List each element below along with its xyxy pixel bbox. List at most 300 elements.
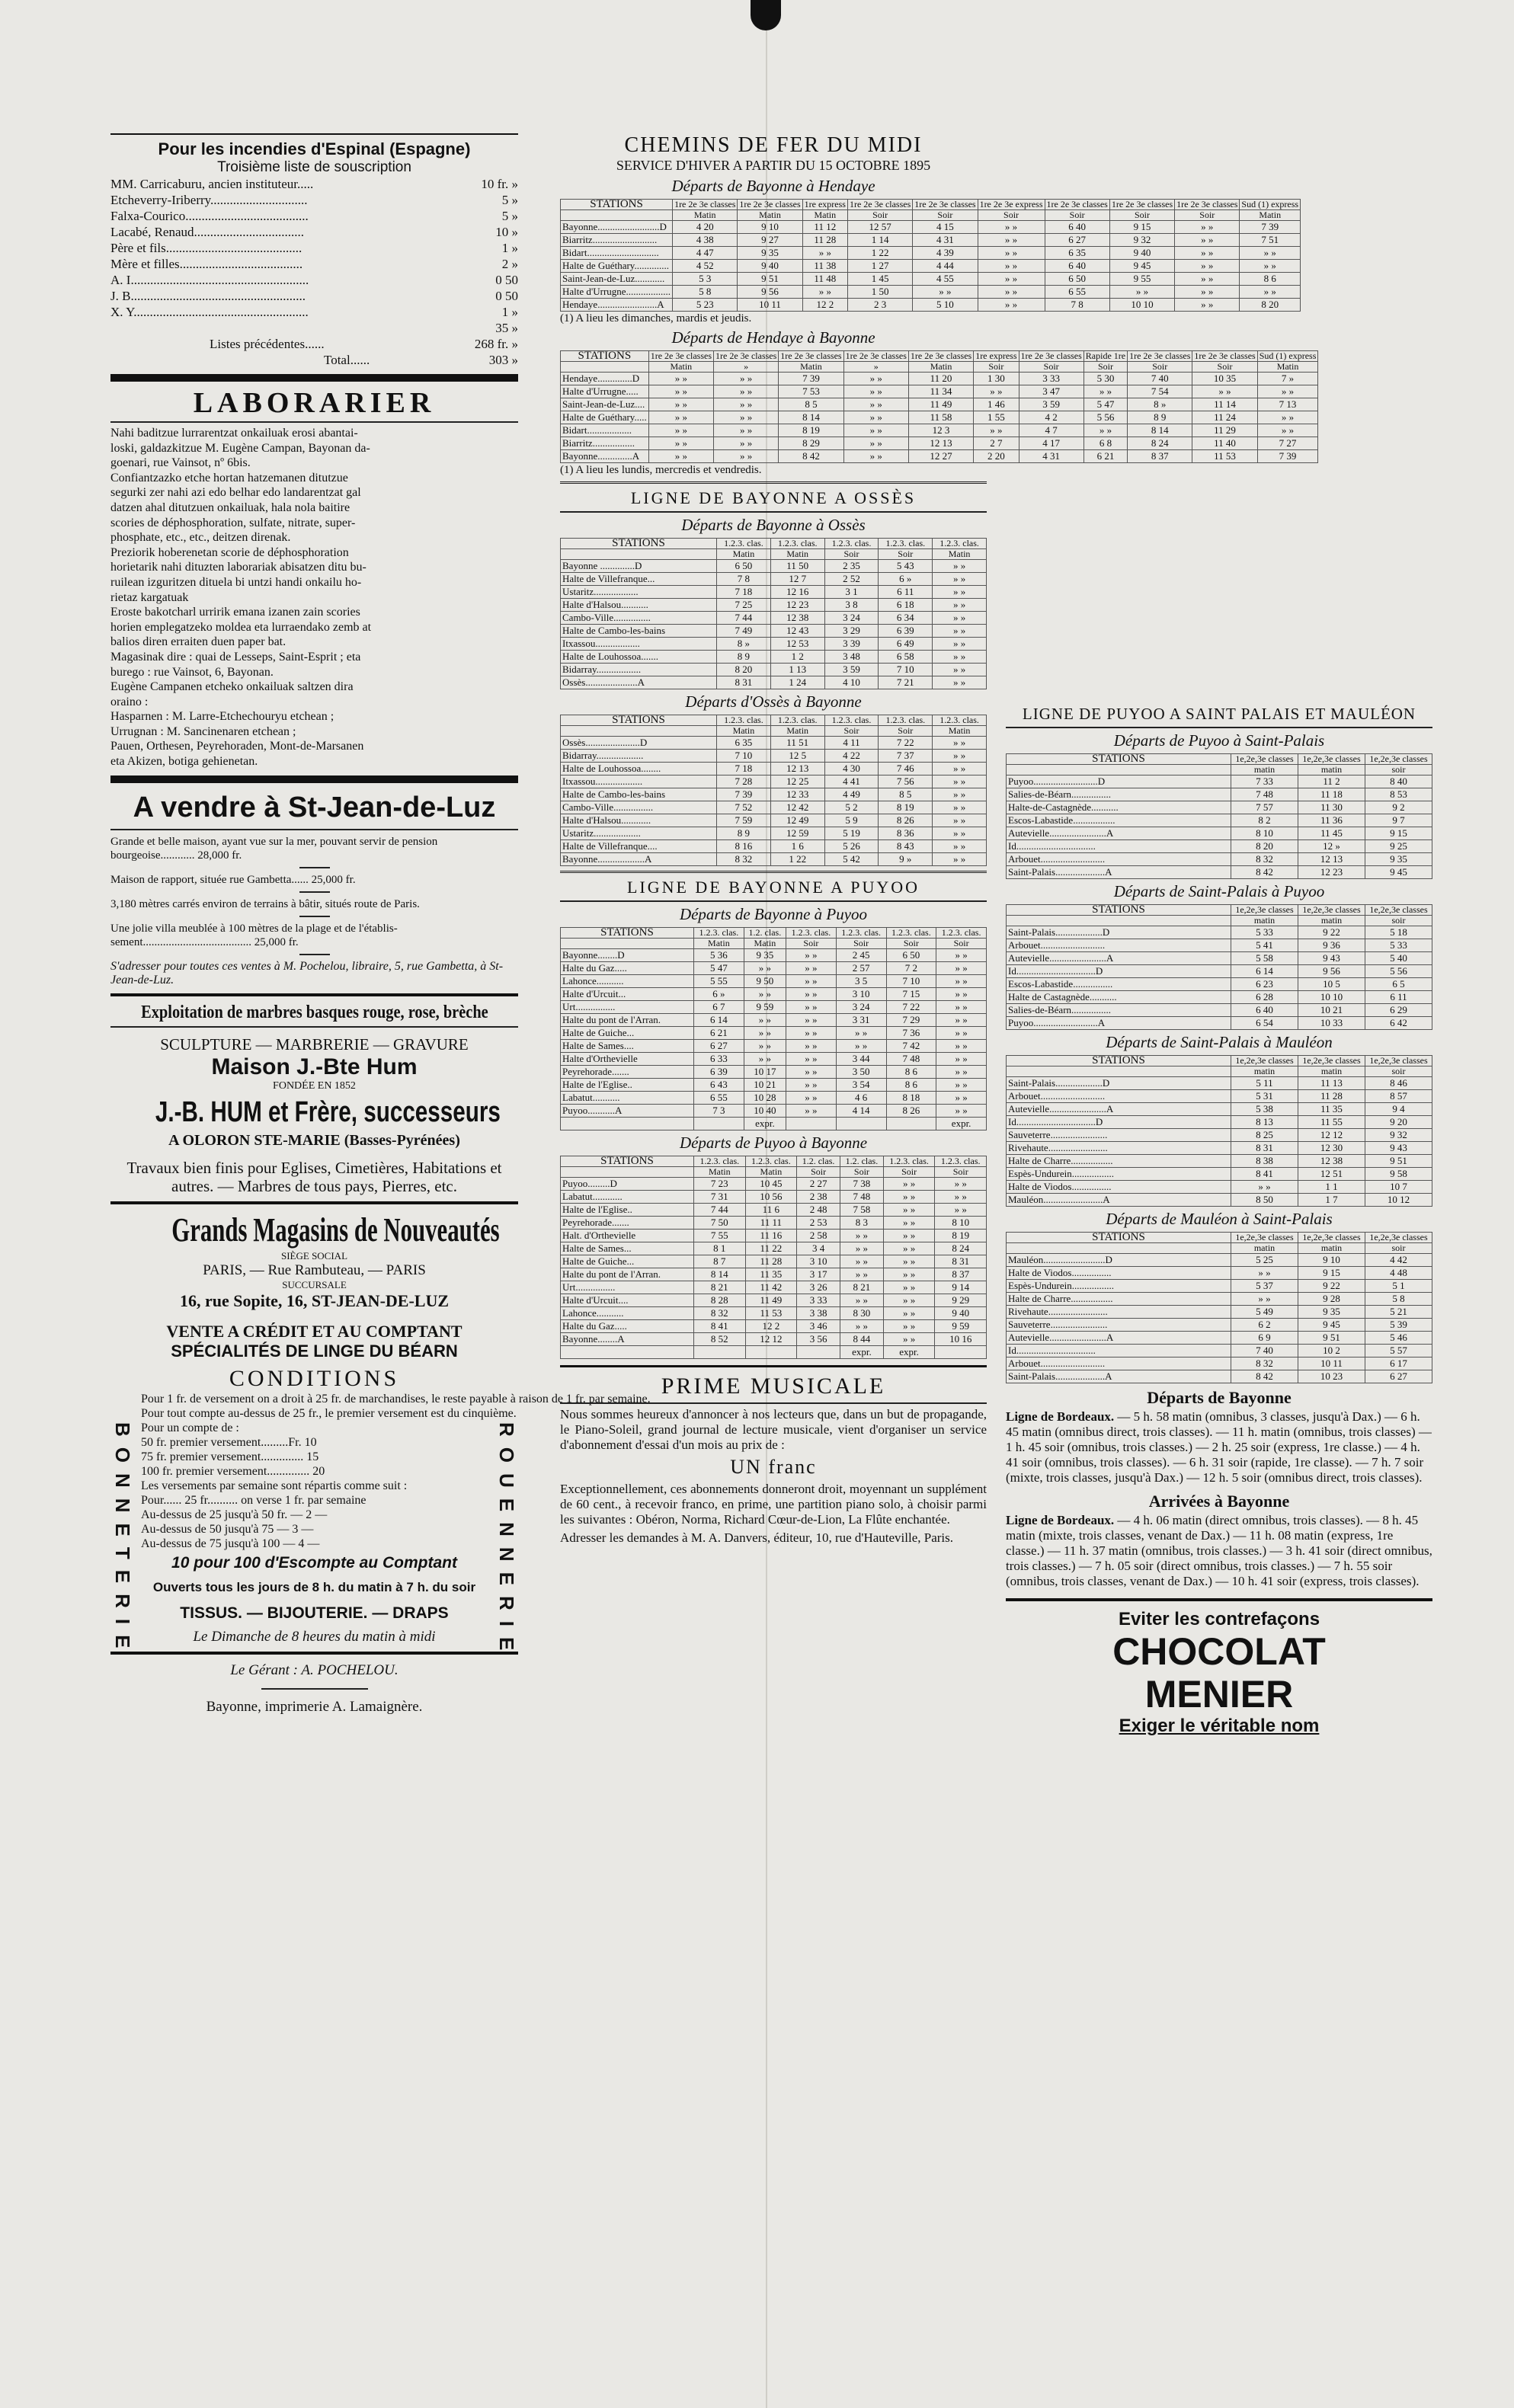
time-cell: 8 50 (1231, 1194, 1298, 1207)
station-name: Hendaye........................A (561, 299, 673, 312)
time-cell: » » (1240, 247, 1301, 260)
timetable-row (561, 975, 987, 988)
time-cell: » » (648, 424, 713, 437)
time-cell: 4 48 (1365, 1267, 1432, 1280)
time-cell: 12 33 (770, 788, 824, 801)
time-cell: » » (933, 737, 987, 750)
time-cell: » » (744, 1040, 786, 1053)
rule (110, 1026, 518, 1028)
timetable-title: Départs d'Ossès à Bayonne (685, 692, 862, 711)
time-cell: 10 23 (1298, 1370, 1365, 1383)
foot-cell (886, 1118, 936, 1130)
time-cell: 11 40 (1192, 437, 1257, 450)
time-cell: 10 21 (1298, 1004, 1365, 1017)
column-header: 1.2.3. clas. (770, 539, 824, 549)
time-cell: 8 32 (717, 853, 771, 866)
time-cell: 10 35 (1192, 373, 1257, 385)
time-cell: 9 40 (1109, 247, 1174, 260)
timetable (560, 350, 1318, 463)
subscription-amount: 2 » (501, 257, 518, 271)
column-header: 1.2.3. clas. (936, 928, 987, 939)
timetable-row (561, 437, 1318, 450)
foot-cell (694, 1118, 744, 1130)
time-cell: » » (648, 411, 713, 424)
subscription-row (110, 272, 518, 288)
prime-price: UN franc (730, 1456, 817, 1478)
time-cell: » » (936, 949, 987, 962)
time-cell: » » (840, 1294, 883, 1307)
rule (1006, 1598, 1432, 1601)
time-cell: 9 32 (1109, 234, 1174, 247)
time-cell: 6 33 (694, 1053, 744, 1066)
previous-lists-row (110, 336, 518, 352)
time-cell: 7 59 (717, 814, 771, 827)
time-cell: 3 33 (1019, 373, 1083, 385)
time-cell: 6 35 (1045, 247, 1109, 260)
time-cell: 9 43 (1298, 952, 1365, 965)
time-cell: 12 16 (770, 586, 824, 599)
time-cell: » » (786, 1105, 837, 1118)
station-name: Id................................D (1007, 965, 1231, 978)
time-cell: 9 15 (1109, 221, 1174, 234)
timetable-period-row (1007, 1066, 1432, 1077)
laborarier-line: datzen ahal ditutzuen onkailuak, hala nola baitire (110, 500, 350, 514)
station-name: Halte de Viodos................ (1007, 1267, 1231, 1280)
time-cell: 9 25 (1365, 840, 1432, 853)
station-name: Biarritz.......................... (561, 234, 673, 247)
time-cell: » » (714, 450, 779, 463)
time-cell: 5 11 (1231, 1077, 1298, 1090)
time-cell: 2 53 (797, 1217, 840, 1230)
time-cell: 8 42 (1231, 866, 1298, 879)
station-name: Saint-Jean-de-Luz............ (561, 273, 673, 286)
time-cell: 9 45 (1109, 260, 1174, 273)
time-cell: 8 38 (1231, 1155, 1298, 1168)
time-cell: 11 11 (745, 1217, 797, 1230)
station-name: Bidarray.................. (561, 664, 717, 676)
time-cell: 6 18 (879, 599, 933, 612)
rule (299, 916, 330, 917)
osses-line-title: LIGNE DE BAYONNE A OSSÈS (630, 488, 917, 507)
time-cell: 4 41 (824, 775, 879, 788)
timetable-row (1007, 1168, 1432, 1181)
time-cell: » » (933, 763, 987, 775)
timetable-title: Départs de Bayonne à Ossès (681, 516, 866, 534)
laborarier-line: burego : rue Vainsot, 6, Bayonan. (110, 665, 274, 679)
time-cell: » » (883, 1204, 935, 1217)
timetable-row (1007, 1293, 1432, 1306)
time-cell: » » (978, 299, 1045, 312)
station-name: Bayonne........D (561, 949, 694, 962)
time-cell: » » (978, 221, 1045, 234)
timetable-foot-row (561, 1118, 987, 1130)
condition-line: Au-dessus de 50 jusqu'à 75 — 3 — (141, 1522, 314, 1536)
station-name: Halte du pont de l'Arran. (561, 1268, 694, 1281)
time-cell: » » (843, 437, 908, 450)
time-cell: 3 17 (797, 1268, 840, 1281)
timetable-row (1007, 1306, 1432, 1319)
time-cell: 7 10 (886, 975, 936, 988)
time-cell: 3 10 (836, 988, 886, 1001)
time-cell: 4 39 (913, 247, 978, 260)
rule (560, 481, 987, 484)
time-cell: » » (933, 573, 987, 586)
station-name: Arbouet.......................... (1007, 853, 1231, 866)
magasins-succ: SUCCURSALE (282, 1278, 347, 1290)
rule (110, 775, 518, 783)
time-cell: » » (648, 437, 713, 450)
station-name: Espès-Undurein................. (1007, 1280, 1231, 1293)
time-cell: 7 57 (1231, 801, 1298, 814)
period-cell: Matin (770, 549, 824, 560)
time-cell: 6 34 (879, 612, 933, 625)
timetable-row (1007, 866, 1432, 879)
hours: Ouverts tous les jours de 8 h. du matin à 7 h. du soir (152, 1579, 476, 1594)
subscription-name: Père et fils.......................................... (110, 241, 302, 255)
time-cell: 8 6 (1240, 273, 1301, 286)
time-cell: 7 28 (717, 775, 771, 788)
time-cell: 12 13 (908, 437, 973, 450)
timetable-row (1007, 1357, 1432, 1370)
laborarier-line: ruilean izguritzen dituela bi untzi handi onkailu ho- (110, 575, 362, 589)
period-cell (561, 362, 649, 373)
time-cell: » » (744, 988, 786, 1001)
laborarier-line: rietaz kargatuak (110, 590, 189, 604)
time-cell: 9 59 (935, 1320, 987, 1333)
time-cell: 3 47 (1019, 385, 1083, 398)
time-cell: 10 10 (1109, 299, 1174, 312)
time-cell: 11 28 (745, 1255, 797, 1268)
period-cell: Soir (936, 939, 987, 949)
time-cell: 8 53 (1365, 788, 1432, 801)
time-cell: 7 51 (1240, 234, 1301, 247)
time-cell: 8 52 (694, 1333, 746, 1346)
period-cell: soir (1365, 765, 1432, 775)
arrivees-line: Ligne de Bordeaux. (1006, 1513, 1115, 1527)
period-cell: Soir (847, 210, 912, 221)
time-cell: » » (936, 1053, 987, 1066)
period-cell: soir (1365, 1066, 1432, 1077)
time-cell: » » (935, 1204, 987, 1217)
time-cell: 3 24 (836, 1001, 886, 1014)
prime-text: Nous sommes heureux d'annoncer à nos lecteurs que, dans un but de propagande, le Piano-Soleil, grand journal de lecture musicale, vient d'organiser un service d'abonnement d'essai d'un mois au prix de : (560, 1407, 987, 1452)
time-cell: 7 39 (717, 788, 771, 801)
period-cell (561, 939, 694, 949)
period-cell: Soir (797, 1167, 840, 1178)
time-cell: 6 » (879, 573, 933, 586)
period-cell: matin (1298, 916, 1365, 926)
time-cell: 5 42 (824, 853, 879, 866)
time-cell: 1 45 (847, 273, 912, 286)
time-cell: 7 50 (694, 1217, 746, 1230)
arrivees-title: Arrivées à Bayonne (1148, 1492, 1290, 1511)
condition-line: 100 fr. premier versement.............. 20 (141, 1464, 325, 1478)
time-cell: 6 14 (694, 1014, 744, 1027)
timetable-row (561, 286, 1301, 299)
column-header: 1re 2e 3e classes (779, 351, 843, 362)
time-cell: » » (933, 638, 987, 651)
timetable-row (561, 398, 1318, 411)
time-cell: 7 3 (694, 1105, 744, 1118)
time-cell: » » (786, 988, 837, 1001)
time-cell: 8 » (717, 638, 771, 651)
time-cell: 12 38 (770, 612, 824, 625)
laborarier-line: Magasinak dire : quai de Lesseps, Saint-Esprit ; eta (110, 650, 361, 664)
time-cell: 7 40 (1128, 373, 1192, 385)
time-cell: 9 22 (1298, 926, 1365, 939)
time-cell: » » (843, 450, 908, 463)
time-cell: » » (936, 1079, 987, 1092)
condition-line: Pour 1 fr. de versement on a droit à 25 fr. de marchandises, le reste payable à raison de 1 fr. par semaine. (141, 1392, 651, 1405)
foot-cell (694, 1346, 746, 1359)
time-cell: 12 3 (908, 424, 973, 437)
column-header: 1.2.3. clas. (879, 539, 933, 549)
timetable-row (561, 234, 1301, 247)
time-cell: 11 45 (1298, 827, 1365, 840)
laborarier-line: goenari, rue Vainsot, nº 6bis. (110, 456, 251, 470)
condition-line: 75 fr. premier versement.............. 15 (141, 1450, 319, 1463)
time-cell: 12 49 (770, 814, 824, 827)
time-cell: » » (936, 1014, 987, 1027)
subscription-list (110, 176, 518, 320)
time-cell: 7 38 (840, 1178, 883, 1191)
station-name: Cambo-Ville............... (561, 612, 717, 625)
time-cell: 4 6 (836, 1092, 886, 1105)
column-header: 1re 2e 3e classes (1192, 351, 1257, 362)
station-name: Halte d'Halsou........... (561, 599, 717, 612)
column-header: 1.2.3. clas. (717, 539, 771, 549)
timetable-row (1007, 1319, 1432, 1332)
avendre-item: Grande et belle maison, ayant vue sur la mer, pouvant servir de pension bourgeoise............ 28,000 fr. (110, 835, 438, 862)
magasins-title: Grands Magasins de Nouveautés (171, 1210, 500, 1249)
time-cell: » » (936, 1001, 987, 1014)
time-cell: 10 33 (1298, 1017, 1365, 1030)
subscription-name: X. Y...................................................... (110, 305, 309, 319)
timetable-row (561, 221, 1301, 234)
timetable-row (561, 260, 1301, 273)
time-cell: » » (840, 1242, 883, 1255)
timetable-row (561, 411, 1318, 424)
timetable-header-row (1007, 1056, 1432, 1066)
period-cell: Matin (745, 1167, 797, 1178)
rule (560, 900, 987, 902)
time-cell: 4 30 (824, 763, 879, 775)
time-cell: 5 1 (1365, 1280, 1432, 1293)
time-cell: 5 21 (1365, 1306, 1432, 1319)
time-cell: 8 14 (694, 1268, 746, 1281)
time-cell: 11 55 (1298, 1116, 1365, 1129)
time-cell: 7 25 (717, 599, 771, 612)
column-header: STATIONS (561, 1156, 694, 1167)
time-cell: 4 47 (673, 247, 738, 260)
time-cell: 12 23 (1298, 866, 1365, 879)
time-cell: 8 18 (886, 1092, 936, 1105)
time-cell: 7 55 (694, 1230, 746, 1242)
time-cell: 10 7 (1365, 1181, 1432, 1194)
period-cell: Soir (974, 362, 1019, 373)
laborarier-line: Preziorik hoberenetan scorie de déphosphoration (110, 545, 349, 559)
time-cell: 9 28 (1298, 1293, 1365, 1306)
period-cell: matin (1231, 1066, 1298, 1077)
time-cell: 9 10 (738, 221, 802, 234)
time-cell: 7 52 (717, 801, 771, 814)
timetable-row (561, 373, 1318, 385)
period-cell (1007, 765, 1231, 775)
column-header: 1re 2e 3e classes (1109, 200, 1174, 210)
column-header: 1e,2e,3e classes (1365, 905, 1432, 916)
subtotal-value: 35 » (495, 321, 518, 335)
foot-cell: expr. (840, 1346, 883, 1359)
timetable-row (1007, 1194, 1432, 1207)
time-cell: » » (1175, 299, 1240, 312)
time-cell: 9 56 (1298, 965, 1365, 978)
station-name: Saint-Palais....................A (1007, 866, 1231, 879)
time-cell: 11 14 (1192, 398, 1257, 411)
time-cell: » » (714, 385, 779, 398)
timetable-row (1007, 1181, 1432, 1194)
time-cell: » » (1240, 286, 1301, 299)
time-cell: 12 57 (847, 221, 912, 234)
station-name: Bayonne..............A (561, 450, 649, 463)
time-cell: 10 5 (1298, 978, 1365, 991)
time-cell: 2 35 (824, 560, 879, 573)
time-cell: 10 45 (745, 1178, 797, 1191)
time-cell: 4 14 (836, 1105, 886, 1118)
timetable (1006, 1055, 1432, 1207)
time-cell: 10 12 (1365, 1194, 1432, 1207)
period-cell (561, 210, 673, 221)
time-cell: 11 6 (745, 1204, 797, 1217)
timetable-title: Départs de Puyoo à Saint-Palais (1113, 731, 1325, 750)
time-cell: » » (936, 975, 987, 988)
station-name: Peyrehorade....... (561, 1066, 694, 1079)
previous-lists-value: 268 fr. » (474, 337, 518, 351)
time-cell: 6 21 (694, 1027, 744, 1040)
timetable-period-row (561, 210, 1301, 221)
laborarier-line: Nahi baditzue lurrarentzat onkailuak erosi abantai- (110, 427, 358, 440)
rule (110, 829, 518, 830)
rule (560, 511, 987, 513)
time-cell: 7 53 (779, 385, 843, 398)
time-cell: » » (933, 651, 987, 664)
time-cell: 8 16 (717, 840, 771, 853)
timetable-row (1007, 1254, 1432, 1267)
period-cell: Matin (933, 549, 987, 560)
rule (110, 374, 518, 382)
hum-founded: FONDÉE EN 1852 (273, 1079, 356, 1092)
time-cell: 6 11 (1365, 991, 1432, 1004)
timetable-row (1007, 1267, 1432, 1280)
timetable-row (561, 1333, 987, 1346)
station-name: Sauveterre....................... (1007, 1319, 1231, 1332)
time-cell: 12 27 (908, 450, 973, 463)
station-name: Halte de Guéthary..... (561, 411, 649, 424)
timetable-row (1007, 1090, 1432, 1103)
time-cell: 1 13 (770, 664, 824, 676)
sunday: Le Dimanche de 8 heures du matin à midi (193, 1628, 436, 1645)
station-name: Puyoo...........A (561, 1105, 694, 1118)
time-cell: » » (714, 424, 779, 437)
column-header: STATIONS (1007, 905, 1231, 916)
total-label: Total...... (324, 353, 370, 367)
time-cell: » » (840, 1268, 883, 1281)
time-cell: » » (744, 1053, 786, 1066)
time-cell: 8 41 (694, 1320, 746, 1333)
time-cell: » » (840, 1230, 883, 1242)
column-header: 1re express (802, 200, 847, 210)
magasins-address: 16, rue Sopite, 16, ST-JEAN-DE-LUZ (179, 1290, 450, 1310)
condition-line: Les versements par semaine sont répartis comme suit : (141, 1479, 408, 1492)
time-cell: 8 24 (935, 1242, 987, 1255)
time-cell: 8 32 (694, 1307, 746, 1320)
time-cell: 5 19 (824, 827, 879, 840)
time-cell: » » (843, 398, 908, 411)
time-cell: 7 39 (1257, 450, 1318, 463)
time-cell: 8 26 (886, 1105, 936, 1118)
time-cell: 8 20 (1231, 840, 1298, 853)
foot-cell (797, 1346, 840, 1359)
timetable-row (1007, 801, 1432, 814)
laborarier-line: Confiantzazko etche hortan hatzemanen ditutzue (110, 471, 348, 484)
station-name: Halte d'Urrugne.................. (561, 286, 673, 299)
time-cell: 7 8 (1045, 299, 1109, 312)
time-cell: 6 9 (1231, 1332, 1298, 1345)
time-cell: 4 44 (913, 260, 978, 273)
time-cell: 7 37 (879, 750, 933, 763)
rule (560, 1402, 987, 1404)
time-cell: » » (648, 398, 713, 411)
time-cell: 6 14 (1231, 965, 1298, 978)
station-name: Sauveterre....................... (1007, 1129, 1231, 1142)
timetable-row (561, 763, 987, 775)
timetable-row (561, 1040, 987, 1053)
time-cell: 6 35 (717, 737, 771, 750)
time-cell: 6 40 (1045, 221, 1109, 234)
period-cell: Soir (824, 549, 879, 560)
column-header: 1e,2e,3e classes (1298, 1233, 1365, 1243)
foot-cell: expr. (883, 1346, 935, 1359)
period-cell: Matin (648, 362, 713, 373)
laborarier-text (110, 426, 518, 769)
time-cell: 1 1 (1298, 1181, 1365, 1194)
subscription-amount: 0 50 (495, 273, 518, 287)
column-header: 1.2.3. clas. (879, 715, 933, 726)
period-cell: soir (1365, 916, 1432, 926)
time-cell: » » (936, 962, 987, 975)
timetable-row (561, 1230, 987, 1242)
timetable-row (561, 638, 987, 651)
timetable-row (561, 450, 1318, 463)
time-cell: 11 49 (745, 1294, 797, 1307)
laborarier-line: balios diren erraiten duen paper bat. (110, 635, 286, 649)
time-cell: 2 27 (797, 1178, 840, 1191)
timetable-header-row (561, 539, 987, 549)
station-name: Escos-Labastide................ (1007, 978, 1231, 991)
time-cell: » » (843, 373, 908, 385)
time-cell: » » (883, 1320, 935, 1333)
timetable-row (561, 962, 987, 975)
chocolat-line1: Eviter les contrefaçons (1118, 1609, 1320, 1629)
timetable-row (1007, 814, 1432, 827)
period-cell: Matin (1257, 362, 1318, 373)
period-cell: Soir (1192, 362, 1257, 373)
time-cell: 7 » (1257, 373, 1318, 385)
time-cell: 8 10 (935, 1217, 987, 1230)
laborarier-line: segurki zer nahi azi edo belhar edo landarentzat gal (110, 486, 361, 500)
time-cell: 2 3 (847, 299, 912, 312)
period-cell: Soir (935, 1167, 987, 1178)
time-cell: 8 24 (1128, 437, 1192, 450)
